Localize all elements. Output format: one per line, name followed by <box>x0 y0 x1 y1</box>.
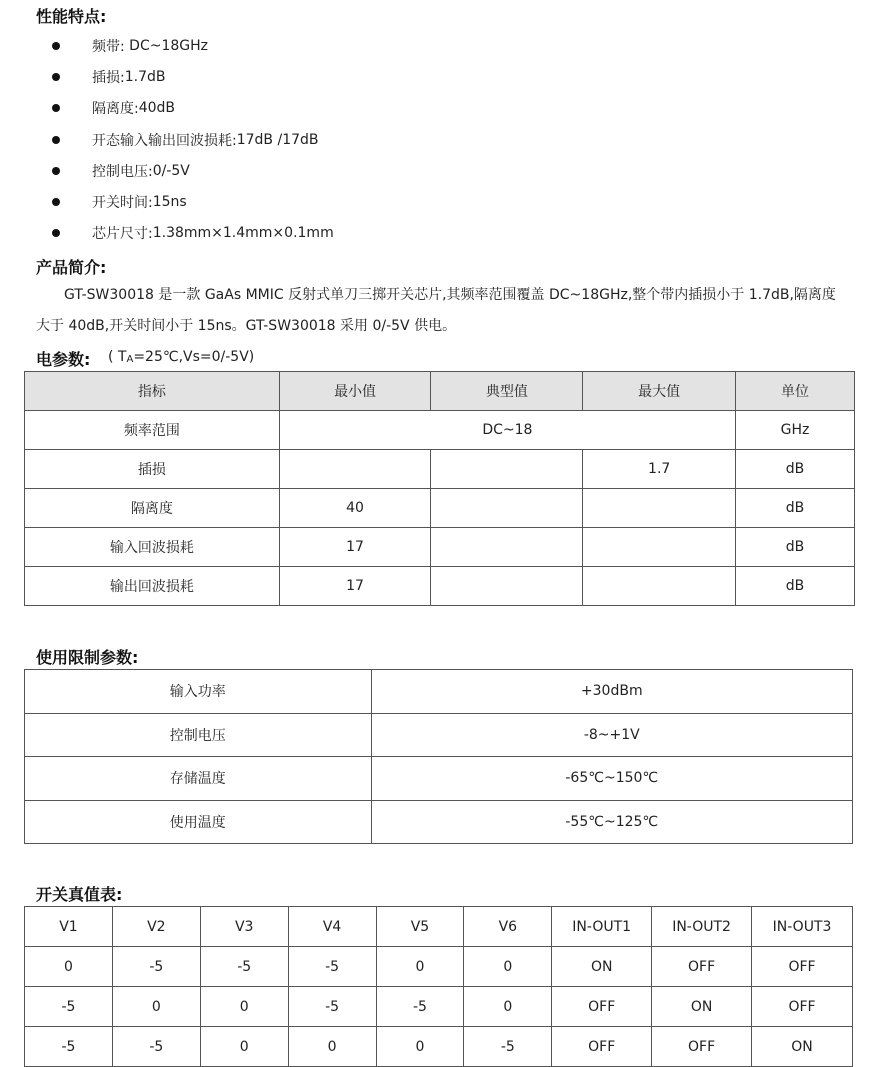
table-row <box>25 713 853 757</box>
param-cell: 使用温度 <box>25 800 372 844</box>
param-cell: 频率范围 <box>25 411 280 450</box>
param-cell: 存储温度 <box>25 757 372 801</box>
table-cell: 0 <box>200 987 288 1027</box>
table-cell: 0 <box>376 1027 464 1067</box>
table-cell: ON <box>552 947 652 987</box>
feature-value: 40dB <box>138 100 176 116</box>
bullet-icon <box>52 42 60 50</box>
min-cell <box>279 450 431 489</box>
table-row <box>25 450 855 489</box>
header-cell: V5 <box>376 907 464 947</box>
param-cell: 控制电压 <box>25 713 372 757</box>
bullet-icon <box>52 198 60 206</box>
table-cell: OFF <box>752 987 853 1027</box>
unit-cell: dB <box>736 528 855 567</box>
electrical-heading: 电参数: <box>36 350 91 369</box>
table-cell: OFF <box>652 947 752 987</box>
table-header-row <box>25 907 853 947</box>
table-cell: -5 <box>288 947 376 987</box>
feature-value: 15ns <box>152 194 187 210</box>
feature-item <box>52 223 334 243</box>
limits-heading: 使用限制参数: <box>36 648 139 667</box>
header-cell: V2 <box>112 907 200 947</box>
table-row <box>25 987 853 1027</box>
typ-cell <box>431 567 583 606</box>
table-cell: 0 <box>376 947 464 987</box>
test-conditions: ( $T_A=25℃,Vs=0/-5V$) <box>108 349 255 365</box>
feature-value: 1.7dB <box>124 69 166 85</box>
table-cell: ON <box>752 1027 853 1067</box>
header-cell: V1 <box>25 907 113 947</box>
param-cell: 插损 <box>25 450 280 489</box>
min-cell: 40 <box>279 489 431 528</box>
table-row <box>25 800 853 844</box>
feature-item <box>52 192 187 212</box>
max-cell <box>583 567 736 606</box>
table-row <box>25 947 853 987</box>
feature-item <box>52 130 319 150</box>
table-cell: -5 <box>25 1027 113 1067</box>
feature-label: 插损: <box>92 70 125 86</box>
feature-item <box>52 36 208 56</box>
unit-cell: dB <box>736 567 855 606</box>
header-cell: 指标 <box>25 372 280 411</box>
unit-cell: dB <box>736 450 855 489</box>
table-row <box>25 489 855 528</box>
bullet-icon <box>52 104 60 112</box>
typ-cell: DC~18 <box>279 411 735 450</box>
bullet-icon <box>52 229 60 237</box>
header-cell: 最大值 <box>583 372 736 411</box>
min-cell: 17 <box>279 528 431 567</box>
value-cell: -55℃~125℃ <box>371 800 852 844</box>
intro-heading: 产品简介: <box>36 258 107 277</box>
header-cell: 最小值 <box>279 372 431 411</box>
truth-table <box>24 906 853 1067</box>
header-cell: V4 <box>288 907 376 947</box>
header-cell: IN-OUT3 <box>752 907 853 947</box>
typ-cell <box>431 528 583 567</box>
table-cell: -5 <box>288 987 376 1027</box>
header-cell: IN-OUT2 <box>652 907 752 947</box>
table-row <box>25 528 855 567</box>
typ-cell <box>431 450 583 489</box>
features-heading: 性能特点: <box>36 7 107 26</box>
param-cell: 输入功率 <box>25 670 372 714</box>
value-cell: +30dBm <box>371 670 852 714</box>
table-header-row <box>25 372 855 411</box>
table-row <box>25 757 853 801</box>
table-row <box>25 411 855 450</box>
table-cell: -5 <box>25 987 113 1027</box>
feature-item <box>52 67 165 87</box>
table-cell: 0 <box>200 1027 288 1067</box>
bullet-icon <box>52 73 60 81</box>
feature-label: 频带: <box>92 39 125 55</box>
bullet-icon <box>52 167 60 175</box>
unit-cell: GHz <box>736 411 855 450</box>
bullet-icon <box>52 136 60 144</box>
table-cell: OFF <box>552 987 652 1027</box>
table-cell: 0 <box>288 1027 376 1067</box>
max-cell <box>583 489 736 528</box>
feature-value: 0/-5V <box>152 163 190 179</box>
feature-value: 1.38mm×1.4mm×0.1mm <box>152 225 334 241</box>
table-cell: -5 <box>200 947 288 987</box>
header-cell: 单位 <box>736 372 855 411</box>
feature-value: 17dB /17dB <box>236 132 319 148</box>
table-cell: OFF <box>752 947 853 987</box>
feature-value: DC~18GHz <box>124 38 208 54</box>
table-cell: 0 <box>25 947 113 987</box>
table-cell: 0 <box>112 987 200 1027</box>
unit-cell: dB <box>736 489 855 528</box>
value-cell: -65℃~150℃ <box>371 757 852 801</box>
table-cell: ON <box>652 987 752 1027</box>
param-cell: 输出回波损耗 <box>25 567 280 606</box>
header-cell: IN-OUT1 <box>552 907 652 947</box>
truth-table-heading: 开关真值表: <box>36 885 123 904</box>
table-cell: -5 <box>464 1027 552 1067</box>
table-cell: -5 <box>112 1027 200 1067</box>
table-row <box>25 1027 853 1067</box>
feature-label: 控制电压: <box>92 164 153 180</box>
min-cell: 17 <box>279 567 431 606</box>
table-cell: -5 <box>376 987 464 1027</box>
feature-label: 芯片尺寸: <box>92 226 153 242</box>
table-cell: 0 <box>464 987 552 1027</box>
value-cell: -8~+1V <box>371 713 852 757</box>
feature-item <box>52 98 175 118</box>
max-cell <box>583 528 736 567</box>
typ-cell <box>431 489 583 528</box>
header-cell: V3 <box>200 907 288 947</box>
electrical-table <box>24 371 855 606</box>
param-cell: 输入回波损耗 <box>25 528 280 567</box>
limits-table <box>24 669 853 844</box>
param-cell: 隔离度 <box>25 489 280 528</box>
header-cell: 典型值 <box>431 372 583 411</box>
intro-paragraph: GT-SW30018 是一款 GaAs MMIC 反射式单刀三掷开关芯片,其频率范围覆盖 DC~18GHz,整个带内插损小于 1.7dB,隔离度大于 40dB,开关时间小于 15ns。GT-SW30018 采用 0/-5V 供电。 <box>36 287 836 334</box>
table-cell: OFF <box>552 1027 652 1067</box>
table-row <box>25 670 853 714</box>
table-cell: 0 <box>464 947 552 987</box>
header-cell: V6 <box>464 907 552 947</box>
table-cell: -5 <box>112 947 200 987</box>
feature-label: 开态输入输出回波损耗: <box>92 133 237 149</box>
feature-label: 隔离度: <box>92 101 139 117</box>
max-cell: 1.7 <box>583 450 736 489</box>
table-row <box>25 567 855 606</box>
table-cell: OFF <box>652 1027 752 1067</box>
feature-item <box>52 161 190 181</box>
feature-label: 开关时间: <box>92 195 153 211</box>
